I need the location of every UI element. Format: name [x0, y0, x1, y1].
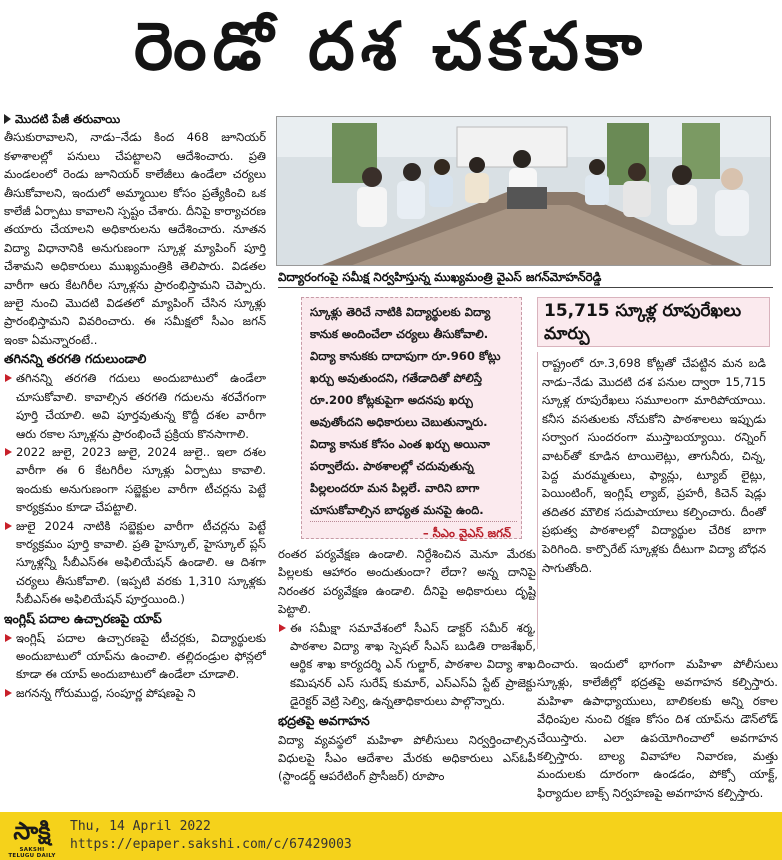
footer-url[interactable]: https://epaper.sakshi.com/c/67429003: [70, 837, 352, 852]
bullet-attendees: ఈ సమీక్షా సమావేశంలో సీఎస్‌ డాక్టర్‌ సమీర్‌ శర్మ, పాఠశాల విద్యా శాఖ స్పెషల్‌ సీఎస్‌ బుడితి రాజశేఖర్‌, ఆర్థిక శాఖ కార్యదర్శి ఎన్‌ గుల్జార్‌, పాఠశాల విద్యా శాఖ కమిషనర్‌ ఎస్‌ సురేష్‌ కుమార్‌, ఎస్‌ఎస్‌ఏ స్టేట్‌ ప్రాజెక్టు డైరెక్టర్‌ వెట్రి సెల్వి, ఉన్నతాధికారులు పాల్గొన్నారు.: [278, 619, 536, 711]
lead-line: [4, 110, 266, 128]
photo-caption: విద్యారంగంపై సమీక్ష నిర్వహిస్తున్న ముఖ్యమంత్రి వైఎస్‌ జగన్‌మోహన్‌రెడ్డి: [278, 266, 773, 288]
lead-text: మొదటి పేజీ తరువాయి: [15, 112, 121, 126]
left-paragraph-1: తీసుకురావాలని, నాడు–నేడు కింద 468 జూనియర్‌ కళాశాలల్లో పనులు చేపట్టాలని ఆదేశించారు. ప్రతి మండలంలో రెండు జూనియర్‌ కాలేజీలు ఉండేలా చర్యలు తీసుకోవాలని, ఇందులో అమ్మాయిల కోసం ప్రత్యేకించి ఒక కాలేజీ ఏర్పాటు కావాలని స్పష్టం చేశారు. దీనిపై కార్యాచరణ తయారు చేయాలని అధికారులను ఆదేశించారు. నూతన విద్యా విధానానికి అనుగుణంగా స్కూళ్ల మ్యాపింగ్‌ పూర్తి చేశామని అధికారులు ముఖ్యమంత్రికి తెలిపారు. విడతల వారీగా ఆరు కేటగిరీల స్కూళ్లను ప్రారంభిస్తామని చెప్పారు. జులై నుంచి మొదటి విడతలో మ్యాపింగ్‌ చేసిన స్కూళ్లు ప్రారంభిస్తామని వివరించారు. ఈ సమీక్షలో సీఎం జగన్‌ ఇంకా ఏమన్నారంటే..: [4, 130, 266, 347]
bullet-cbse: జులై 2024 నాటికి సబ్జెక్టుల వారీగా టీచర్లను పెట్టే కార్యక్రమం పూర్తి కావాలి. ప్రతి హైస్కూల్‌, హైస్కూల్‌ ప్లస్‌ స్కూళ్లన్నీ సీబీఎస్‌ఈ అఫిలియేషన్‌ ఉండాలి. ఆ దిశగా చర్యలు తీసుకోవాలి. (ఇప్పటి వరకు 1,310 స్కూళ్లకు సీబీఎస్‌ఈ అఫిలియేషన్‌ పూర్తయింది.): [4, 517, 266, 609]
sakshi-logo-text: సాక్షి: [13, 817, 51, 845]
quote-text: స్కూళ్లు తెరిచే నాటికి విద్యార్థులకు విద్యా కానుక అందించేలా చర్యలు తీసుకోవాలి. విద్యా కానుకకు దాదాపుగా రూ.960 కోట్లు ఖర్చు అవుతుందని, గతేడాదితో పోలిస్తే రూ.200 కోట్లకుపైగా అదనపు ఖర్చు అవుతోందని అధికారులు చెబుతున్నారు. విద్యా కానుక కోసం ఎంత ఖర్చు అయినా పర్వాలేదు. పాఠశాలల్లో చదువుతున్న పిల్లలందరూ మన పిల్లలే. వారిని బాగా చూసుకోవాల్సిన బాధ్యత మనపై ఉంది.: [310, 301, 517, 522]
bullet-classrooms: తగినన్ని తరగతి గదులు అందుబాటులో ఉండేలా చూసుకోవాలి. కావాల్సిన తరగతి గదులను శరవేగంగా పూర్తి చేయాలి. అవి పూర్తవుతున్న కొద్దీ దశల వారీగా ఆరు రకాల స్కూళ్లను ప్రారంభించే ప్రక్రియ కొనసాగాలి.: [4, 369, 266, 443]
sakshi-logo-subtext: SAKSHI TELUGU DAILY: [8, 847, 56, 859]
meeting-photo: [276, 116, 771, 266]
bullet-nutrition: జగనన్న గోరుముద్ద, సంపూర్ణ పోషణపై ని: [4, 684, 266, 702]
footer-date: Thu, 14 April 2022: [70, 819, 211, 834]
middle-column: [278, 545, 536, 807]
lead-arrow-icon: [4, 114, 11, 124]
box-title: 15,715 స్కూళ్ల రూపురేఖలు మార్పు: [537, 297, 770, 347]
sakshi-logo: [6, 816, 58, 859]
right-lower-column: [537, 655, 778, 807]
mid-paragraph-2: విద్యా వ్యవస్థలో మహిళా పోలీసులు నిర్వర్తించాల్సిన విధులపై సీఎం ఆదేశాల మేరకు అధికారులు ఎస్‌ఓపీ (స్టాండర్డ్‌ ఆపరేటింగ్‌ ప్రొసీజర్‌) రూపొం: [278, 732, 536, 784]
headline: రెండో దశ చకచకా: [134, 7, 648, 85]
right-lower-paragraph: దించారు. ఇందులో భాగంగా మహిళా పోలీసులు స్కూళ్లు, కాలేజీల్లో భద్రతపై అవగాహన కల్పిస్తారు. మహిళా ఉపాధ్యాయులు, బాలికలకు అన్ని రకాల వేధింపుల నుంచి రక్షణ కోసం దిశ యాప్‌ను డౌన్‌లోడ్‌ చేయిస్తారు. ఎలా ఉపయోగించాలో అవగాహన కల్పిస్తారు. బాల్య వివాహాల నివారణ, మత్తు మందులకు దూరంగా ఉండడం, పోక్సో యాక్ట్‌, ఫిర్యాదుల బాక్స్‌ నిర్వహణపై అవగాహన కల్పిస్తారు.: [537, 657, 778, 800]
mid-paragraph-1: రంతర పర్యవేక్షణ ఉండాలి. నిర్దేశించిన మెనూ మేరకు పిల్లలకు ఆహారం అందుతుందా? లేదా? అన్న దానిపై నిరంతర పర్యవేక్షణ ఉండాలి. దీనిపై అధికారులు దృష్టి పెట్టాలి.: [278, 547, 536, 617]
bullet-english-app: ఇంగ్లిష్‌ పదాల ఉచ్చారణపై టీచర్లకు, విద్యార్థులకు అందుబాటులో యాప్‌ను ఉంచాలి. తల్లిదండ్రుల ఫోన్లలో కూడా ఈ యాప్‌ అందుబాటులో ఉండేలా చూడాలి.: [4, 629, 266, 684]
quote-signature: – సీఎం వైఎస్‌ జగన్‌: [422, 526, 511, 540]
box-body: రాష్ట్రంలో రూ.3,698 కోట్లతో చేపట్టిన మన బడి నాడు–నేడు మొదటి దశ పనుల ద్వారా 15,715 స్కూళ్ల రూపురేఖలు సమూలంగా మారిపోయాయి. కనీస వసతులకు నోచుకోని పాఠశాలలు ఇప్పుడు సర్వాంగ సుందరంగా ముస్తాబయ్యాయి. రన్నింగ్‌ వాటర్‌తో కూడిన టాయిలెట్లు, తాగునీరు, చిన్న, పెద్ద మరమ్మతులు, ఫ్యాన్లు, ట్యూబ్‌ లైట్లు, పెయింటింగ్‌, ఇంగ్లిష్‌ ల్యాబ్‌, ప్రహరీ, కిచెన్‌ షెడ్లు తదితర మౌలిక సదుపాయాలు కల్పించారు. దీంతో ప్రభుత్వ పాఠశాలల్లో విద్యార్థుల చేరిక బాగా పెరిగింది. కార్పొరేట్‌ స్కూళ్లకు దీటుగా విద్యా బోధన సాగుతోంది.: [537, 352, 770, 649]
footer-bar: [0, 812, 782, 860]
subheading-classrooms: తగినన్ని తరగతి గదులుండాలి: [4, 351, 147, 367]
bullet-phases: 2022 జులై, 2023 జులై, 2024 జులై.. ఇలా దశల వారీగా ఈ 6 కేటగిరీల స్కూళ్లు ఏర్పాటు కావాలి. ఇందుకు అనుగుణంగా సబ్జెక్టుల వారీగా టీచర్లను పెట్టే కార్యక్రమం కూడా చేపట్టాలి.: [4, 443, 266, 517]
subheading-english-app: ఇంగ్లిష్‌ పదాల ఉచ్చారణపై యాప్‌: [4, 610, 162, 626]
subheading-safety: భద్రతపై అవగాహన: [278, 712, 370, 728]
left-column: [4, 110, 266, 805]
cm-quote-box: [301, 297, 522, 539]
meeting-photo-image: [277, 117, 771, 266]
